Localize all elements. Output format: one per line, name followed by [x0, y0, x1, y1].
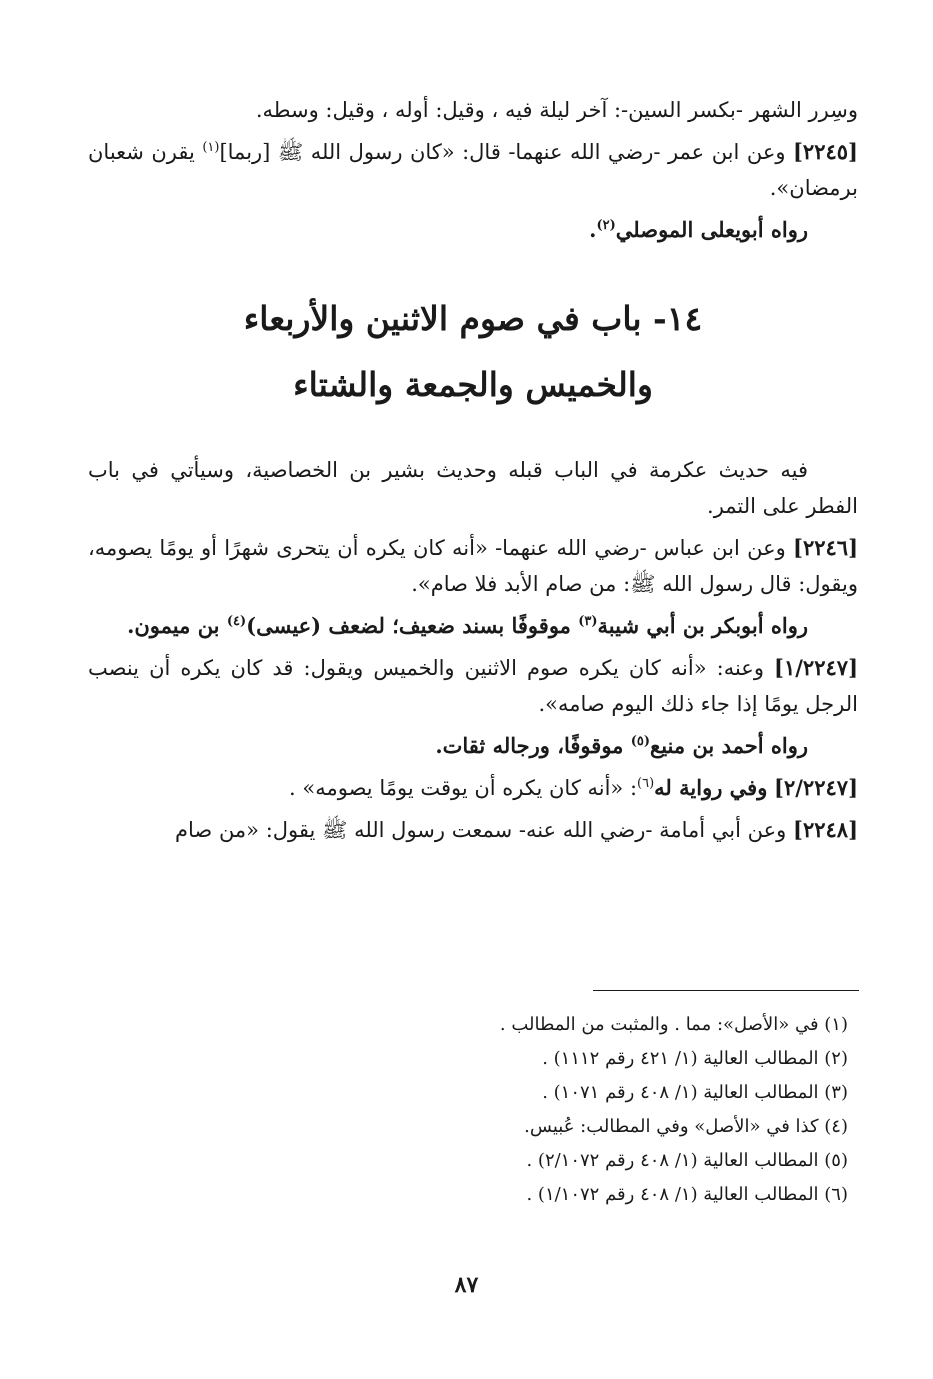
hadith-2247-1 [88, 650, 858, 722]
footnote-5: (٥) المطالب العالية (١/ ٤٠٨ رقم ٢/١٠٧٢) . [526, 1150, 848, 1171]
page-number: ٨٧ [454, 1272, 479, 1298]
intro-text: فيه حديث عكرمة في الباب قبله وحديث بشير بن الخصاصية، وسيأتي في باب الفطر على التمر. [88, 458, 858, 518]
hadith-number: [٢/٢٢٤٧] [774, 775, 858, 800]
hadith-text: وعن ابن عباس -رضي الله عنهما- «أنه كان يكره أن يتحرى شهرًا أو يومًا يصومه، ويقول: قال رسول الله ﷺ: من صام الأبد فلا صام». [88, 536, 858, 596]
footnote-3: (٣) المطالب العالية (١/ ٤٠٨ رقم ١٠٧١) . [542, 1082, 848, 1103]
footnote-divider [593, 990, 859, 991]
hadith-2246-source [88, 608, 858, 644]
footnote-ref: (٢) [596, 218, 616, 233]
chapter-title-line-1: ١٤- باب في صوم الاثنين والأربعاء [243, 299, 703, 338]
footnote-1: (١) في «الأصل»: مما . والمثبت من المطالب . [499, 1014, 848, 1035]
hadith-2246 [88, 530, 858, 602]
hadith-2245-source [88, 212, 858, 248]
source-text-2: موقوفًا، ورجاله ثقات. [435, 733, 624, 758]
paragraph-sirar-definition [88, 92, 858, 128]
hadith-2247-1-source [88, 728, 858, 764]
source-end: . [589, 217, 597, 242]
footnote-ref: (٦) [637, 776, 655, 791]
footnote-4: (٤) كذا في «الأصل» وفي المطالب: عُبيس. [524, 1116, 848, 1137]
footnote-ref: (٣) [578, 614, 598, 629]
hadith-number: [٢٢٤٥] [792, 139, 858, 164]
footnote-2: (٢) المطالب العالية (١/ ٤٢١ رقم ١١١٢) . [542, 1048, 848, 1069]
footnote-ref: (١) [202, 140, 220, 155]
footnotes [88, 1008, 848, 1212]
hadith-text: وفي رواية له [654, 775, 768, 800]
hadith-2245 [88, 134, 858, 206]
source-text-2: موقوفًا بسند ضعيف؛ لضعف (عيسى) [246, 613, 571, 638]
source-text: رواه أبويعلى الموصلي [615, 217, 808, 242]
source-text: رواه أبوبكر بن أبي شيبة [597, 613, 808, 638]
hadith-number: [٢٢٤٨] [793, 817, 858, 842]
source-text: رواه أحمد بن منيع [650, 733, 808, 758]
source-text-3: بن ميمون. [127, 613, 220, 638]
hadith-2248 [88, 812, 858, 848]
intro-paragraph [88, 452, 858, 524]
hadith-number: [٢٢٤٦] [793, 535, 858, 560]
hadith-2247-2 [88, 770, 858, 806]
hadith-text-2: : «أنه كان يكره أن يوقت يومًا يصومه» . [289, 776, 638, 800]
text: وسِرر الشهر -بكسر السين-: آخر ليلة فيه ، وقيل: أوله ، وقيل: وسطه. [255, 98, 858, 122]
hadith-text: وعنه: «أنه كان يكره صوم الاثنين والخميس ويقول: قد كان يكره أن ينصب الرجل يومًا إذا جاء ذلك اليوم صامه». [88, 656, 858, 716]
page-body [88, 92, 858, 854]
footnote-ref: (٤) [226, 614, 247, 629]
hadith-text: وعن ابن عمر -رضي الله عنهما- قال: «كان رسول الله ﷺ [ربما] [219, 140, 786, 164]
footnote-ref: (٥) [630, 734, 651, 749]
chapter-heading [88, 286, 858, 418]
footnote-6: (٦) المطالب العالية (١/ ٤٠٨ رقم ١/١٠٧٢) . [526, 1184, 848, 1205]
hadith-number: [١/٢٢٤٧] [774, 655, 858, 680]
hadith-text-tail: يقرن شعبان برمضان». [88, 140, 858, 200]
chapter-title-line-2: والخميس والجمعة والشتاء [293, 365, 653, 404]
hadith-text: وعن أبي أمامة -رضي الله عنه- سمعت رسول الله ﷺ يقول: «من صام [175, 818, 787, 842]
